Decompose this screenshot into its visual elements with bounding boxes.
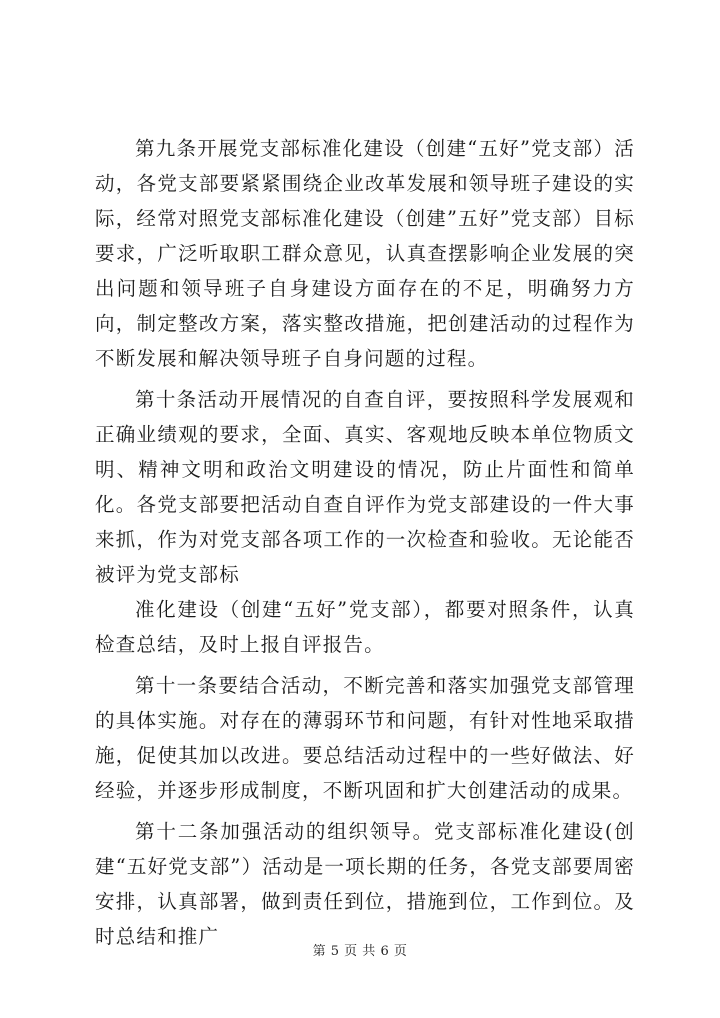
paragraph-article-10: 第十条活动开展情况的自查自评，要按照科学发展观和正确业绩观的要求，全面、真实、客观地反映本单位物质文明、精神文明和政治文明建设的情况，防止片面性和简单化。各党支部要把活动自查自评作为党支部建设的一件大事来抓，作为对党支部各项工作的一次检查和验收。无论能否被评为党支部标 [95, 388, 635, 586]
paragraph-article-11: 第十一条要结合活动，不断完善和落实加强党支部管理的具体实施。对存在的薄弱环节和问题，有针对性地采取措施，促使其加以改进。要总结活动过程中的一些好做法、好经验，并逐步形成制度，不断巩固和扩大创建活动的成果。 [95, 674, 635, 802]
document-body [95, 131, 635, 954]
paragraph-article-10-continued: 准化建设（创建“五好”党支部），都要对照条件，认真检查总结，及时上报自评报告。 [95, 598, 635, 656]
page-number-footer: 第 5 页 共 6 页 [312, 944, 408, 959]
paragraph-article-9: 第九条开展党支部标准化建设（创建“五好”党支部）活动，各党支部要紧紧围绕企业改革发展和领导班子建设的实际，经常对照党支部标准化建设（创建”五好”党支部）目标要求，广泛听取职工群众意见，认真查摆影响企业发展的突出问题和领导班子自身建设方面存在的不足，明确努力方向，制定整改方案，落实整改措施，把创建活动的过程作为不断发展和解决领导班子自身问题的过程。 [95, 137, 635, 370]
paragraph-article-12: 第十二条加强活动的组织领导。党支部标准化建设(创建“五好党支部”）活动是一项长期的任务，各党支部要周密安排，认真部署，做到责任到位，措施到位，工作到位。及时总结和推广 [95, 820, 635, 948]
